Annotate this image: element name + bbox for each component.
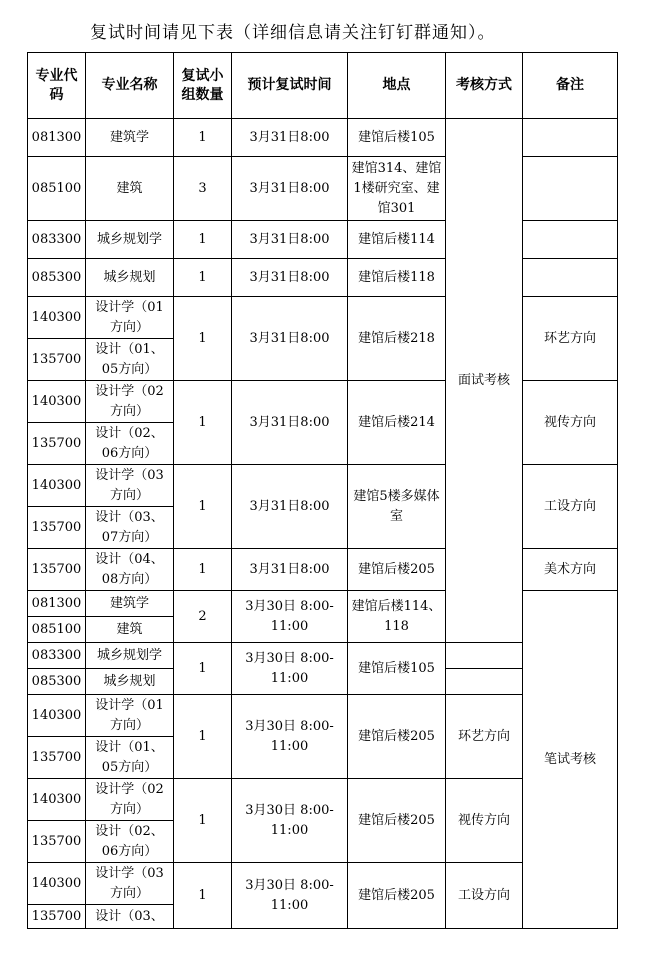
cell-time: 3月31日8:00 bbox=[232, 221, 348, 259]
cell-note: 工设方向 bbox=[523, 465, 618, 549]
cell-note: 环艺方向 bbox=[523, 297, 618, 381]
cell-place: 建馆后楼105 bbox=[348, 643, 446, 695]
cell-name: 设计（02、06方向） bbox=[86, 821, 174, 863]
cell-groups: 1 bbox=[174, 119, 232, 157]
cell-name: 建筑学 bbox=[86, 591, 174, 617]
cell-groups: 1 bbox=[174, 381, 232, 465]
cell-name: 设计学（01方向） bbox=[86, 297, 174, 339]
cell-note: 工设方向 bbox=[446, 863, 523, 929]
cell-method-interview: 面试考核 bbox=[446, 119, 523, 643]
table-row bbox=[28, 465, 618, 507]
cell-note bbox=[446, 643, 523, 669]
cell-method-written: 笔试考核 bbox=[523, 591, 618, 929]
table-row bbox=[28, 297, 618, 339]
cell-code: 135700 bbox=[28, 339, 86, 381]
cell-groups: 1 bbox=[174, 863, 232, 929]
cell-name: 设计（02、06方向） bbox=[86, 423, 174, 465]
cell-code: 135700 bbox=[28, 737, 86, 779]
cell-place: 建馆后楼205 bbox=[348, 549, 446, 591]
cell-name: 设计学（02方向） bbox=[86, 779, 174, 821]
cell-name: 城乡规划 bbox=[86, 259, 174, 297]
cell-place: 建馆后楼114、118 bbox=[348, 591, 446, 643]
cell-code: 140300 bbox=[28, 465, 86, 507]
cell-note: 美术方向 bbox=[523, 549, 618, 591]
cell-name: 设计（04、08方向） bbox=[86, 549, 174, 591]
col-header-time: 预计复试时间 bbox=[232, 53, 348, 119]
table-row bbox=[28, 221, 618, 259]
cell-time: 3月30日 8:00-11:00 bbox=[232, 779, 348, 863]
cell-groups: 3 bbox=[174, 157, 232, 221]
cell-time: 3月30日 8:00-11:00 bbox=[232, 591, 348, 643]
header-row bbox=[28, 53, 618, 119]
cell-place: 建馆后楼205 bbox=[348, 863, 446, 929]
cell-code: 135700 bbox=[28, 507, 86, 549]
cell-note bbox=[523, 157, 618, 221]
cell-place: 建馆后楼218 bbox=[348, 297, 446, 381]
cell-time: 3月31日8:00 bbox=[232, 259, 348, 297]
cell-code: 085100 bbox=[28, 157, 86, 221]
cell-name: 设计（01、05方向） bbox=[86, 339, 174, 381]
cell-code: 135700 bbox=[28, 905, 86, 929]
cell-groups: 2 bbox=[174, 591, 232, 643]
cell-groups: 1 bbox=[174, 221, 232, 259]
table-row bbox=[28, 549, 618, 591]
cell-name: 设计（03、 bbox=[86, 905, 174, 929]
cell-name: 设计学（03方向） bbox=[86, 465, 174, 507]
cell-place: 建馆后楼105 bbox=[348, 119, 446, 157]
col-header-place: 地点 bbox=[348, 53, 446, 119]
cell-name: 设计学（02方向） bbox=[86, 381, 174, 423]
cell-place: 建馆后楼205 bbox=[348, 695, 446, 779]
cell-code: 140300 bbox=[28, 695, 86, 737]
cell-code: 083300 bbox=[28, 221, 86, 259]
cell-code: 140300 bbox=[28, 863, 86, 905]
cell-code: 140300 bbox=[28, 779, 86, 821]
table-row bbox=[28, 381, 618, 423]
cell-name: 城乡规划学 bbox=[86, 643, 174, 669]
cell-code: 135700 bbox=[28, 821, 86, 863]
cell-name: 建筑 bbox=[86, 157, 174, 221]
cell-name: 设计学（03方向） bbox=[86, 863, 174, 905]
cell-note bbox=[523, 119, 618, 157]
cell-time: 3月31日8:00 bbox=[232, 157, 348, 221]
cell-note bbox=[523, 221, 618, 259]
cell-time: 3月31日8:00 bbox=[232, 381, 348, 465]
table-row bbox=[28, 259, 618, 297]
cell-place: 建馆后楼114 bbox=[348, 221, 446, 259]
cell-time: 3月30日 8:00-11:00 bbox=[232, 643, 348, 695]
cell-name: 建筑学 bbox=[86, 119, 174, 157]
col-header-code: 专业代码 bbox=[28, 53, 86, 119]
cell-note bbox=[446, 669, 523, 695]
cell-code: 085300 bbox=[28, 259, 86, 297]
cell-name: 城乡规划 bbox=[86, 669, 174, 695]
cell-note: 环艺方向 bbox=[446, 695, 523, 779]
cell-groups: 1 bbox=[174, 695, 232, 779]
cell-time: 3月31日8:00 bbox=[232, 119, 348, 157]
cell-groups: 1 bbox=[174, 549, 232, 591]
cell-code: 140300 bbox=[28, 297, 86, 339]
cell-groups: 1 bbox=[174, 779, 232, 863]
cell-place: 建馆后楼118 bbox=[348, 259, 446, 297]
table-row bbox=[28, 119, 618, 157]
cell-name: 城乡规划学 bbox=[86, 221, 174, 259]
cell-time: 3月31日8:00 bbox=[232, 549, 348, 591]
cell-name: 设计（01、05方向） bbox=[86, 737, 174, 779]
cell-note: 视传方向 bbox=[446, 779, 523, 863]
cell-groups: 1 bbox=[174, 643, 232, 695]
col-header-groups: 复试小组数量 bbox=[174, 53, 232, 119]
table-row bbox=[28, 591, 618, 617]
cell-code: 135700 bbox=[28, 549, 86, 591]
cell-code: 135700 bbox=[28, 423, 86, 465]
cell-name: 设计（03、07方向） bbox=[86, 507, 174, 549]
page-caption: 复试时间请见下表（详细信息请关注钉钉群通知）。 bbox=[90, 23, 496, 43]
cell-name: 设计学（01方向） bbox=[86, 695, 174, 737]
col-header-name: 专业名称 bbox=[86, 53, 174, 119]
cell-code: 081300 bbox=[28, 591, 86, 617]
cell-groups: 1 bbox=[174, 259, 232, 297]
col-header-notes: 备注 bbox=[523, 53, 618, 119]
cell-note: 视传方向 bbox=[523, 381, 618, 465]
table-row bbox=[28, 157, 618, 221]
cell-groups: 1 bbox=[174, 297, 232, 381]
cell-name: 建筑 bbox=[86, 617, 174, 643]
cell-time: 3月31日8:00 bbox=[232, 297, 348, 381]
col-header-method: 考核方式 bbox=[446, 53, 523, 119]
cell-code: 085300 bbox=[28, 669, 86, 695]
cell-code: 140300 bbox=[28, 381, 86, 423]
cell-place: 建馆后楼205 bbox=[348, 779, 446, 863]
cell-time: 3月31日8:00 bbox=[232, 465, 348, 549]
cell-code: 083300 bbox=[28, 643, 86, 669]
cell-code: 085100 bbox=[28, 617, 86, 643]
cell-time: 3月30日 8:00-11:00 bbox=[232, 863, 348, 929]
cell-place: 建馆5楼多媒体室 bbox=[348, 465, 446, 549]
cell-note bbox=[523, 259, 618, 297]
cell-place: 建馆后楼214 bbox=[348, 381, 446, 465]
schedule-table bbox=[27, 52, 618, 929]
cell-time: 3月30日 8:00-11:00 bbox=[232, 695, 348, 779]
cell-place: 建馆314、建馆1楼研究室、建馆301 bbox=[348, 157, 446, 221]
cell-groups: 1 bbox=[174, 465, 232, 549]
cell-code: 081300 bbox=[28, 119, 86, 157]
